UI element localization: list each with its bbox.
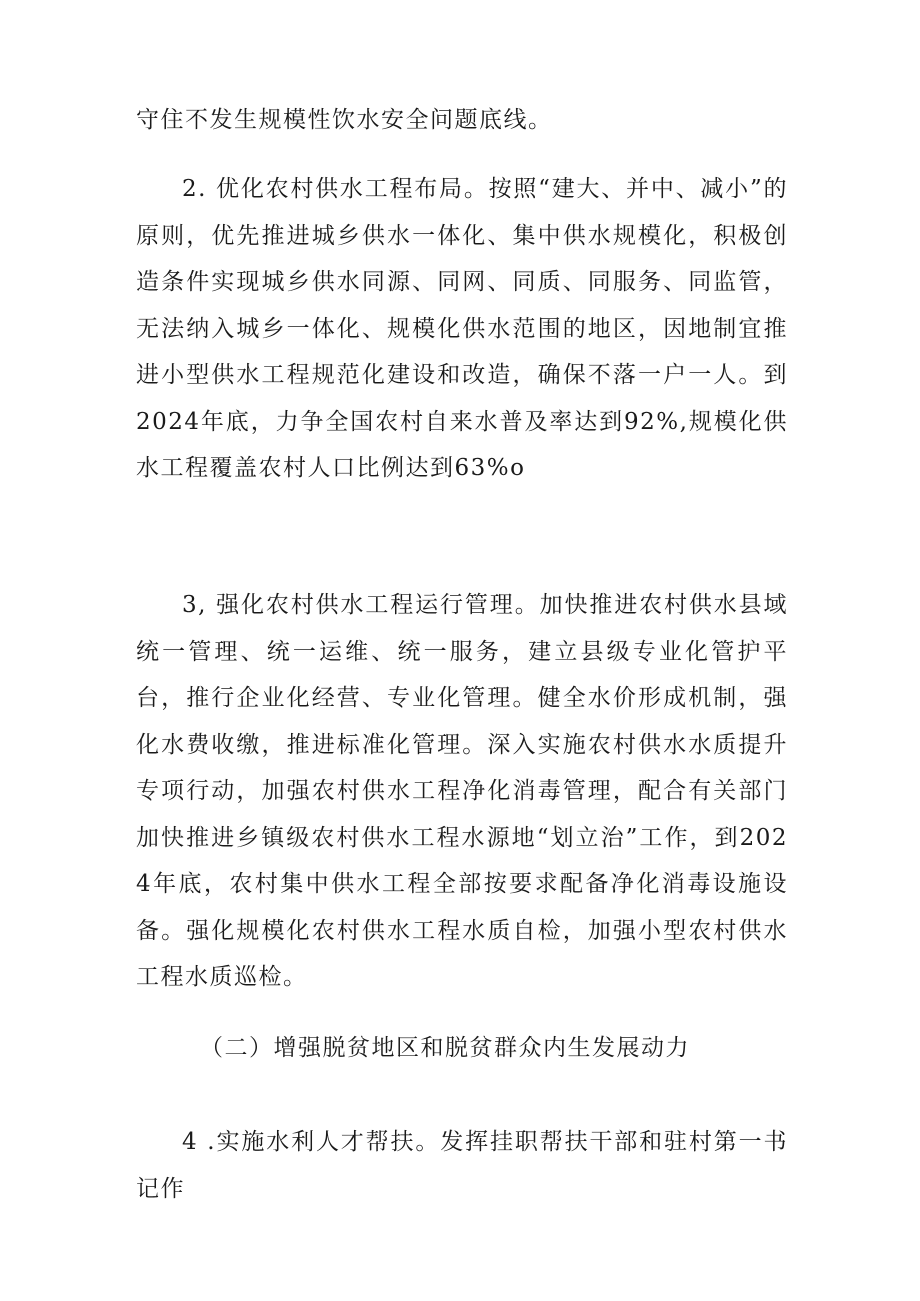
paragraph-item-4: 4 .实施水利人才帮扶。发挥挂职帮扶干部和驻村第一书记作 — [136, 1129, 788, 1202]
section-heading: （二）增强脱贫地区和脱贫群众内生发展动力 — [200, 1035, 690, 1061]
paragraph-continuation: 守住不发生规模性饮水安全问题底线。 — [136, 107, 553, 133]
paragraph-item-3: 3, 强化农村供水工程运行管理。加快推进农村供水县域统一管理、统一运维、统一服务，建立县级专业化管护平台，推行企业化经营、专业化管理。健全水价形成机制，强化水费收缴，推进标准化管理。深入实施农村供水水质提升专项行动，加强农村供水工程净化消毒管理，配合有关部门加快推进乡镇级农村供水工程水源地“划立治”工作，到2024年底，农村集中供水工程全部按要求配备净化消毒设施设备。强化规模化农村供水工程水质自检，加强小型农村供水工程水质巡检。 — [136, 592, 788, 990]
paragraph-item-2: 2. 优化农村供水工程布局。按照“建大、并中、减小”的原则，优先推进城乡供水一体化、集中供水规模化，积极创造条件实现城乡供水同源、同网、同质、同服务、同监管，无法纳入城乡一体化、规模化供水范围的地区，因地制宜推进小型供水工程规范化建设和改造，确保不落一户一人。到2024年底，力争全国农村自来水普及率达到92%,规模化供水工程覆盖农村人口比例达到63%o — [136, 176, 788, 481]
